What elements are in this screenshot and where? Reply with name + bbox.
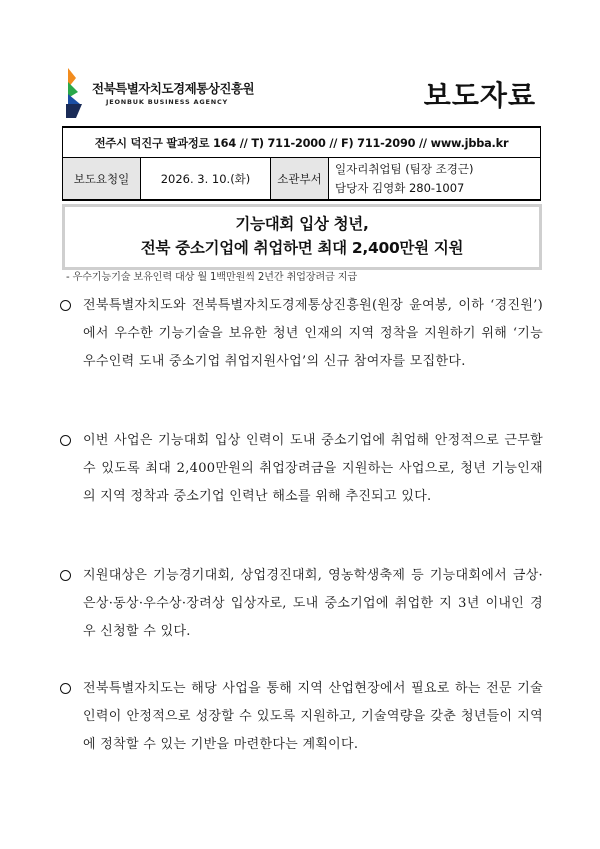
paragraph-3 [60,562,543,646]
circle-bullet-icon [60,570,71,581]
org-name-en: JEONBUK BUSINESS AGENCY [106,98,229,106]
paragraph-text: 전북특별자치도와 전북특별자치도경제통상진흥원(원장 윤여봉, 이하 ‘경진원’)에서 우수한 기능기술을 보유한 청년 인재의 지역 정착을 지원하기 위해 ‘기능우수인력 도내 중소기업 취업지원사업’의 신규 참여자를 모집한다. [83,298,543,369]
dept-info [329,158,541,201]
dept-contact: 담당자 김영화 280-1007 [335,180,465,195]
paragraph-text: 전북특별자치도는 해당 사업을 통해 지역 산업현장에서 필요로 하는 전문 기술 인력이 안정적으로 성장할 수 있도록 지원하고, 기술역량을 갖춘 청년들이 지역에 정착할 수 있는 기반을 마련한다는 계획이다. [83,681,543,752]
headline-line-2: 전북 중소기업에 취업하면 최대 2,400만원 지원 [140,239,464,257]
circle-bullet-icon [60,300,71,311]
info-table [62,126,541,201]
paragraph-text: 이번 사업은 기능대회 입상 인력이 도내 중소기업에 취업해 안정적으로 근무할 수 있도록 최대 2,400만원의 취업장려금을 지원하는 사업으로, 청년 기능인재의 지역 정착과 중소기업 인력난 해소를 위해 추진되고 있다. [83,433,543,504]
org-name: 전북특별자치도경제통상진흥원 [92,81,255,96]
headline-line-1: 기능대회 입상 청년, [235,215,369,233]
paragraph-2 [60,427,543,511]
paragraph-1 [60,292,543,376]
paragraph-text: 지원대상은 기능경기대회, 상업경진대회, 영농학생축제 등 기능대회에서 금상·은상·동상·우수상·장려상 입상자로, 도내 중소기업에 취업한 지 3년 이내인 경우 신청할 수 있다. [83,568,543,639]
header [62,66,540,122]
headline [65,212,539,260]
jbba-logo-icon [62,66,92,120]
contact-line: 전주시 덕진구 팔과정로 164 // T) 711-2000 // F) 711-2090 // www.jbba.kr [63,127,541,158]
request-date-label: 보도요청일 [63,158,141,201]
dept-label: 소관부서 [271,158,329,201]
circle-bullet-icon [60,683,71,694]
request-date: 2026. 3. 10.(화) [141,158,271,201]
circle-bullet-icon [60,435,71,446]
doc-type-title: 보도자료 [423,79,536,112]
dept-team: 일자리취업팀 (팀장 조경근) [335,161,474,176]
paragraph-4 [60,675,543,759]
headline-box [62,204,542,270]
subheadline: - 우수기능기술 보유인력 대상 월 1백만원씩 2년간 취업장려금 지급 [66,272,358,283]
